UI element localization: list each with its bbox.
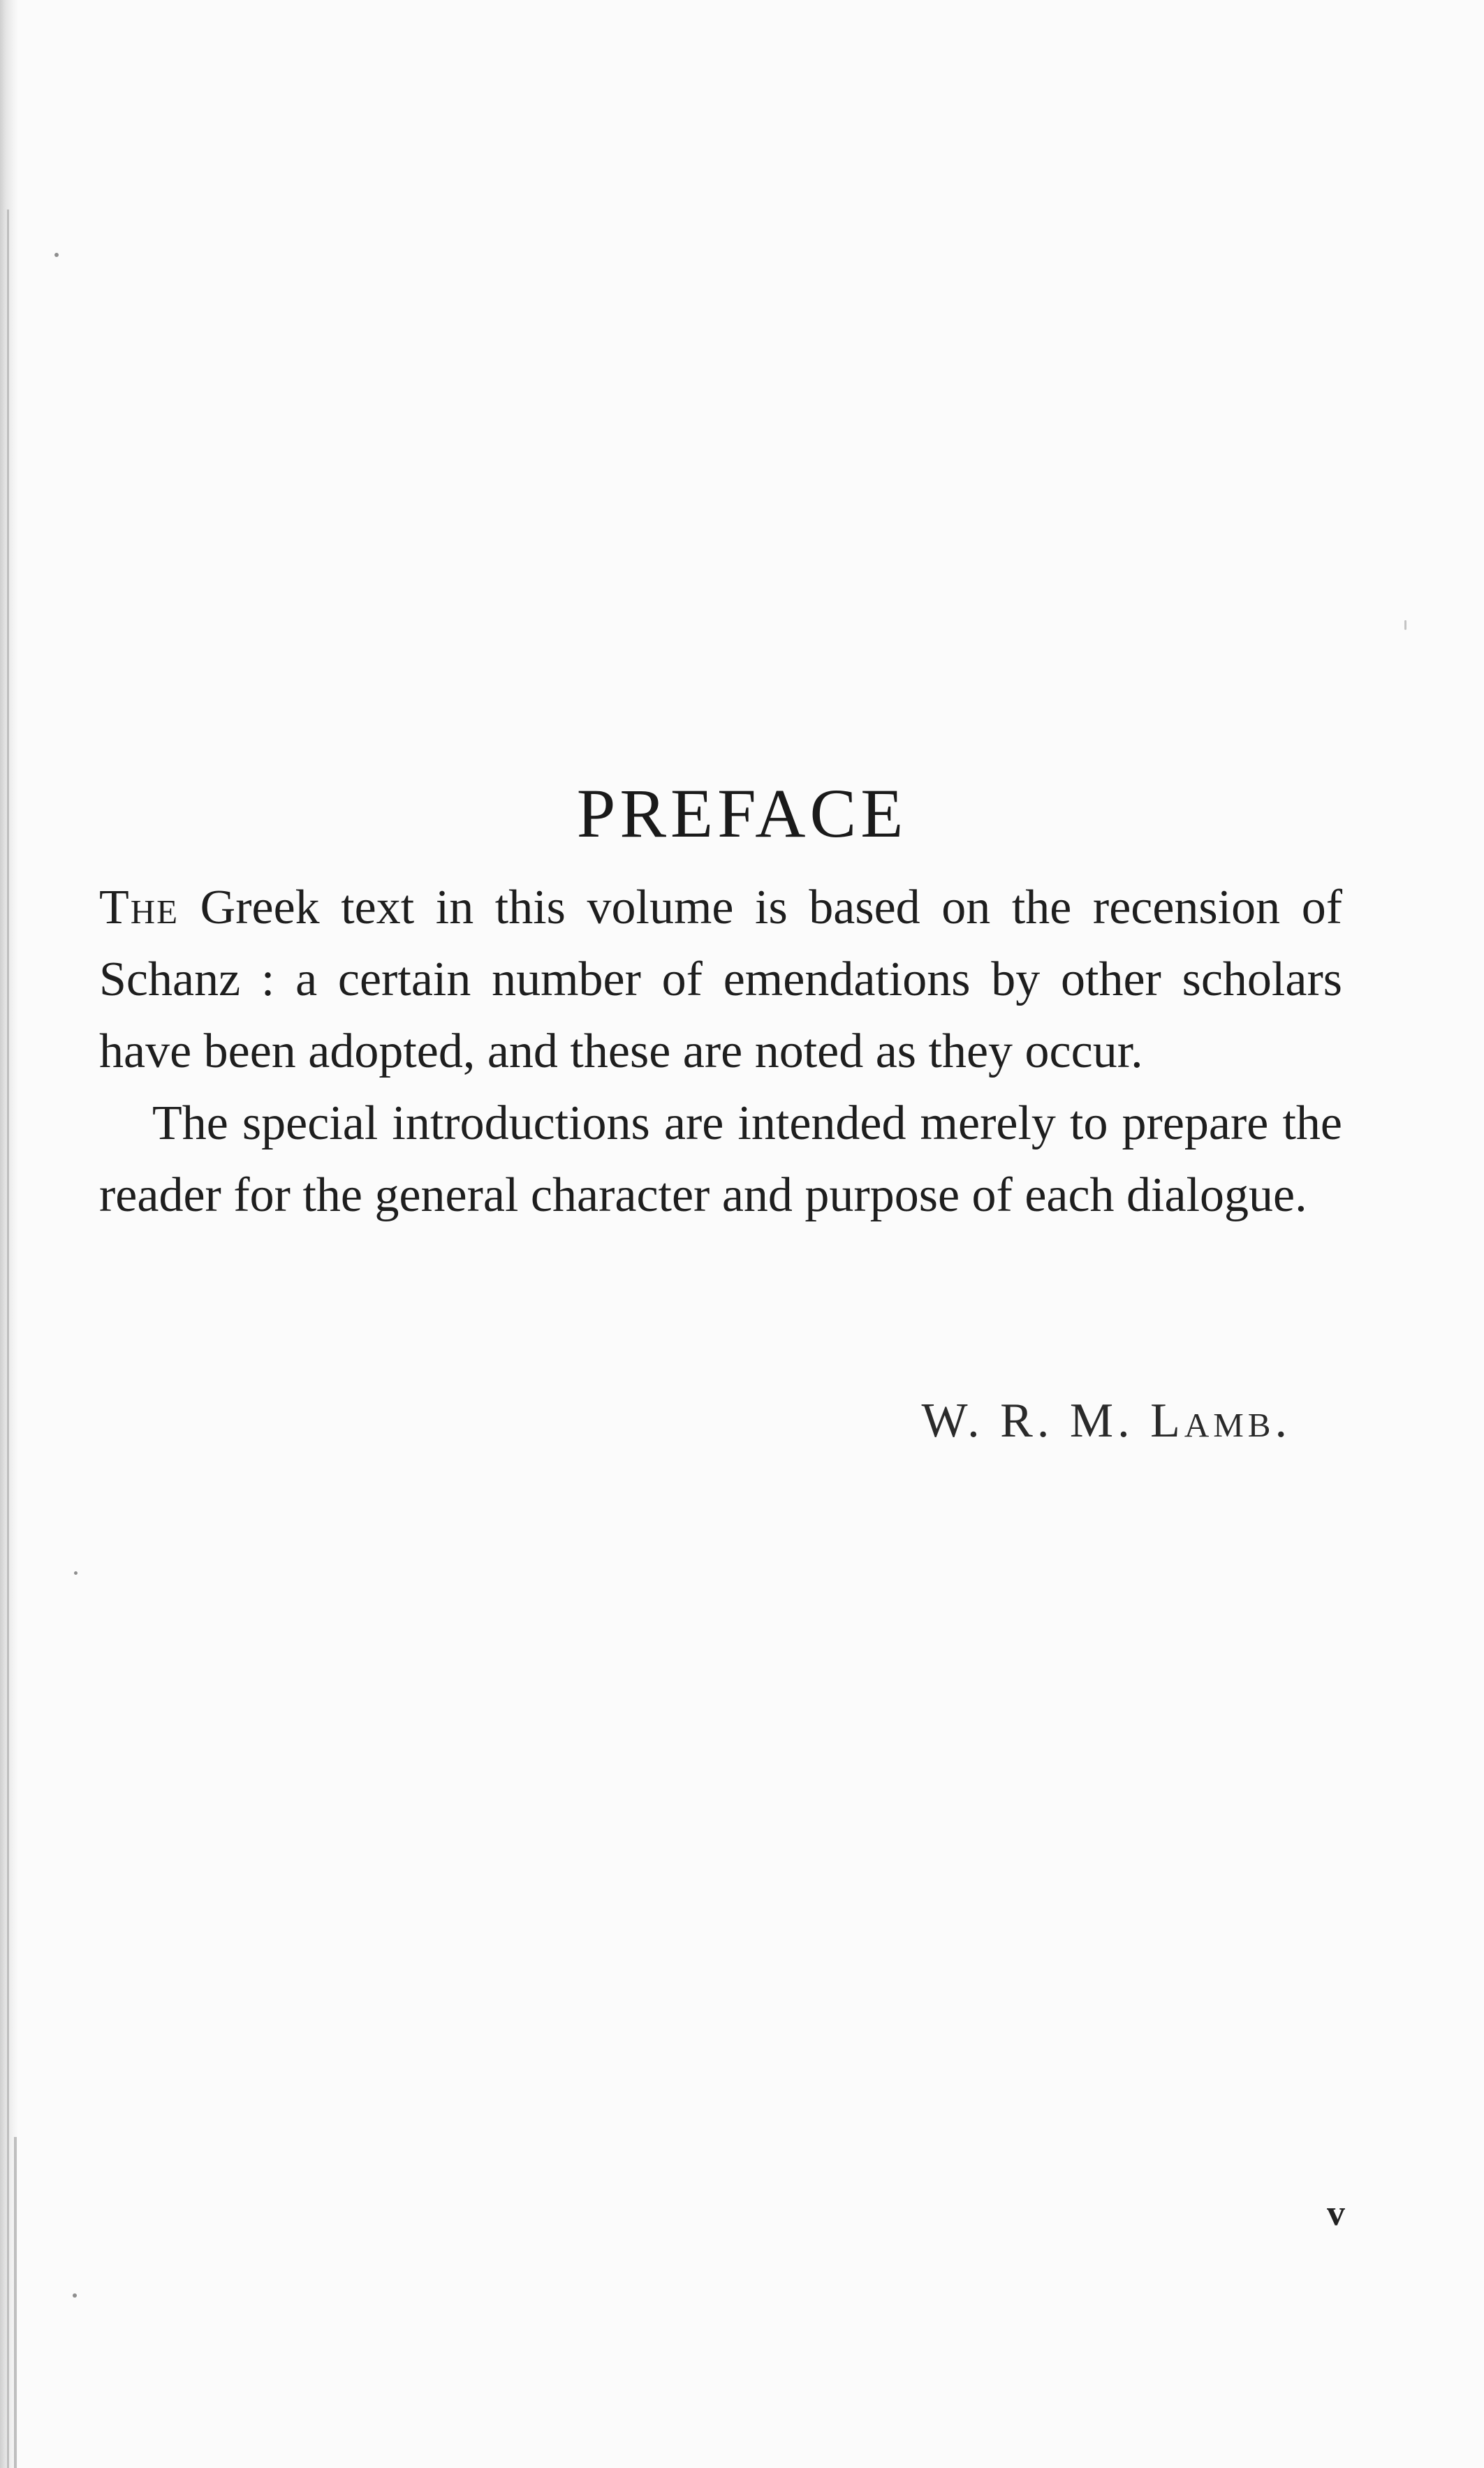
binding-shadow-line-lower [14, 2137, 17, 2468]
scan-speck [54, 253, 59, 257]
scan-speck [1404, 620, 1406, 630]
author-signature: W. R. M. Lamb. [921, 1394, 1291, 1448]
preface-body [99, 872, 1342, 1231]
scan-speck [73, 2293, 77, 2298]
preface-paragraph [99, 1087, 1342, 1231]
binding-shadow-line [7, 210, 9, 2468]
paragraph-text: The special introductions are intended merely to prepare the reader for the general character and purpose of each dialogue. [99, 1096, 1342, 1222]
page-title: PREFACE [576, 774, 908, 852]
preface-paragraph [99, 872, 1342, 1087]
scan-speck [74, 1571, 78, 1575]
page-binding-edge [0, 0, 18, 2468]
paragraph-text: Greek text in this volume is based on the recension of Schanz : a certain number of emendations by other scholars have been adopted, and these are noted as they occur. [99, 881, 1342, 1078]
paragraph-lead-word: The [99, 881, 179, 934]
page-number-marker: v [1327, 2194, 1345, 2233]
